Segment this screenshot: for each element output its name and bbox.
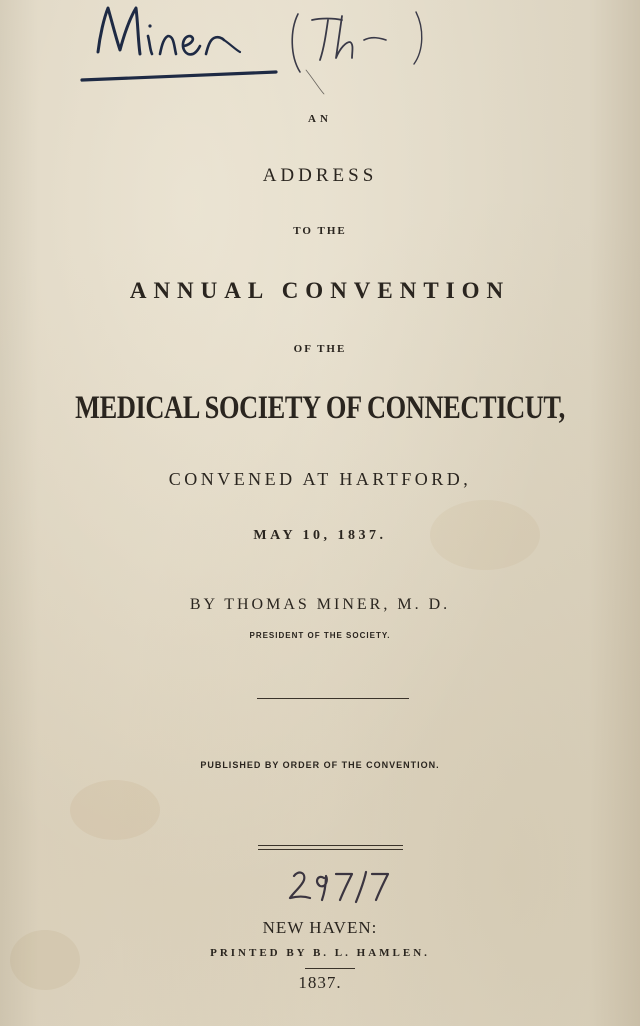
title-address: ADDRESS xyxy=(262,165,378,186)
paper-stain xyxy=(70,780,160,840)
double-rule-top xyxy=(258,845,403,846)
author-role: PRESIDENT OF THE SOCIETY. xyxy=(249,631,391,640)
imprint-place: NEW HAVEN: xyxy=(262,918,378,937)
imprint-rule xyxy=(305,968,355,969)
title-of-the: OF THE xyxy=(293,343,347,355)
title-an: AN xyxy=(308,113,332,125)
title-annual-convention: ANNUAL CONVENTION xyxy=(129,278,511,303)
title-to-the: TO THE xyxy=(293,225,347,237)
title-society: MEDICAL SOCIETY OF CONNECTICUT, xyxy=(75,390,565,426)
imprint-year: 1837. xyxy=(298,973,342,992)
double-rule-bottom xyxy=(258,849,403,850)
handwritten-name xyxy=(80,0,440,100)
title-convened: CONVENED AT HARTFORD, xyxy=(168,469,472,489)
author-byline: BY THOMAS MINER, M. D. xyxy=(189,596,451,613)
published-note: PUBLISHED BY ORDER OF THE CONVENTION. xyxy=(200,760,440,770)
divider-rule xyxy=(257,698,409,699)
title-date: MAY 10, 1837. xyxy=(253,528,387,543)
call-number-annotation xyxy=(280,860,400,906)
imprint-printer: PRINTED BY B. L. HAMLEN. xyxy=(210,947,430,959)
